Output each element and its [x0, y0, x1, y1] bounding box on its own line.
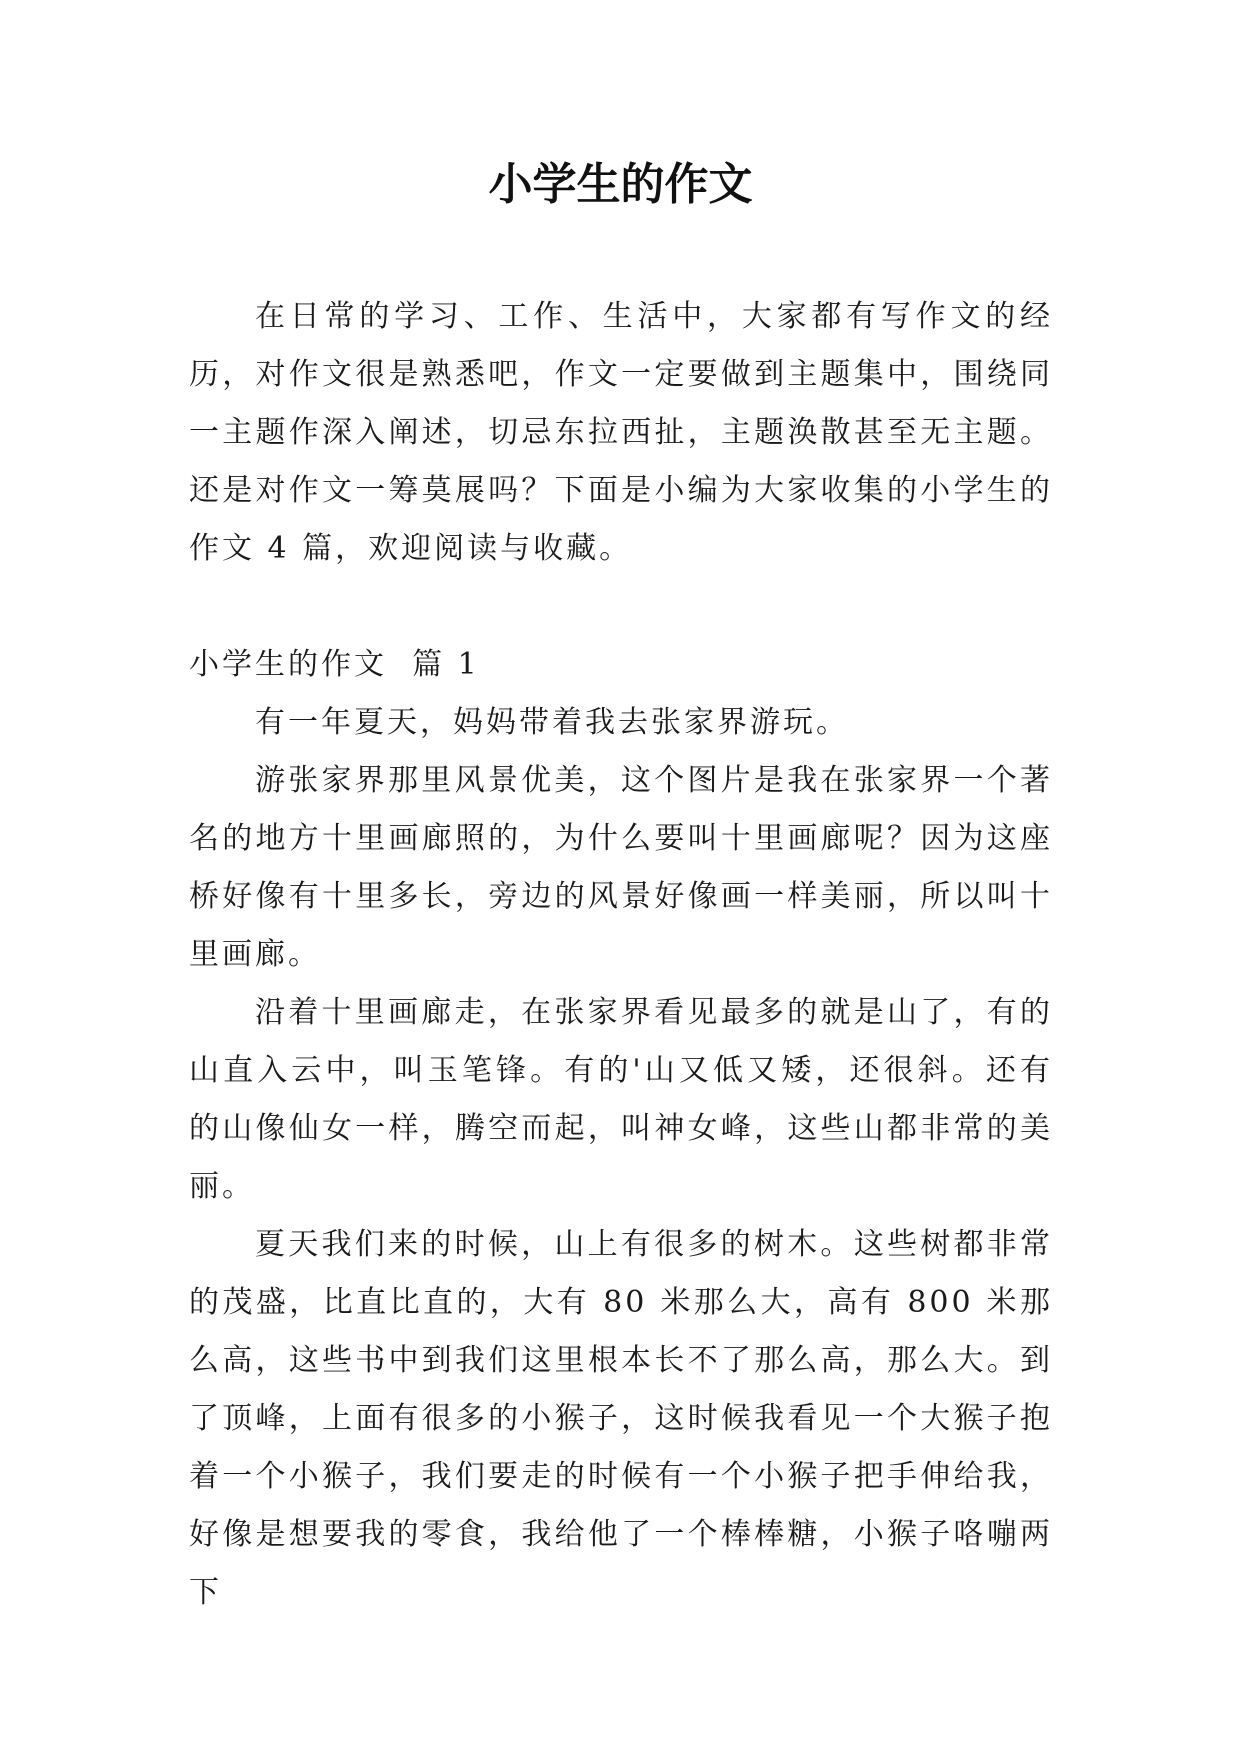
section-heading — [189, 636, 1053, 694]
body-paragraph-2: 游张家界那里风景优美，这个图片是我在张家界一个著名的地方十里画廊照的，为什么要叫十里画廊呢？因为这座桥好像有十里多长，旁边的风景好像画一样美丽，所以叫十里画廊。 — [189, 763, 1053, 972]
body-paragraph-1: 有一年夏天，妈妈带着我去张家界游玩。 — [255, 705, 849, 740]
intro-paragraph: 在日常的学习、工作、生活中，大家都有写作文的经历，对作文很是熟悉吧，作文一定要做到主题集中，围绕同一主题作深入阐述，切忌东拉西扯，主题涣散甚至无主题。还是对作文一筹莫展吗？下面是小编为大家收集的小学生的作文 4 篇，欢迎阅读与收藏。 — [189, 299, 1053, 566]
section-heading-text: 小学生的作文 篇 1 — [189, 647, 480, 682]
body-paragraph-3: 沿着十里画廊走，在张家界看见最多的就是山了，有的山直入云中，叫玉笔锋。有的'山又低又矮，还很斜。还有的山像仙女一样，腾空而起，叫神女峰，这些山都非常的美丽。 — [189, 995, 1053, 1204]
document-body — [189, 288, 1053, 1622]
document-title: 小学生的作文 — [488, 159, 753, 210]
body-paragraph-4: 夏天我们来的时候，山上有很多的树木。这些树都非常的茂盛，比直比直的，大有 80 米那么大，高有 800 米那么高，这些书中到我们这里根本长不了那么高，那么大。到了顶峰，上面有很多的小猴子，这时候我看见一个大猴子抱着一个小猴子，我们要走的时候有一个小猴子把手伸给我，好像是想要我的零食，我给他了一个棒棒糖，小猴子咯嘣两下 — [189, 1227, 1053, 1610]
